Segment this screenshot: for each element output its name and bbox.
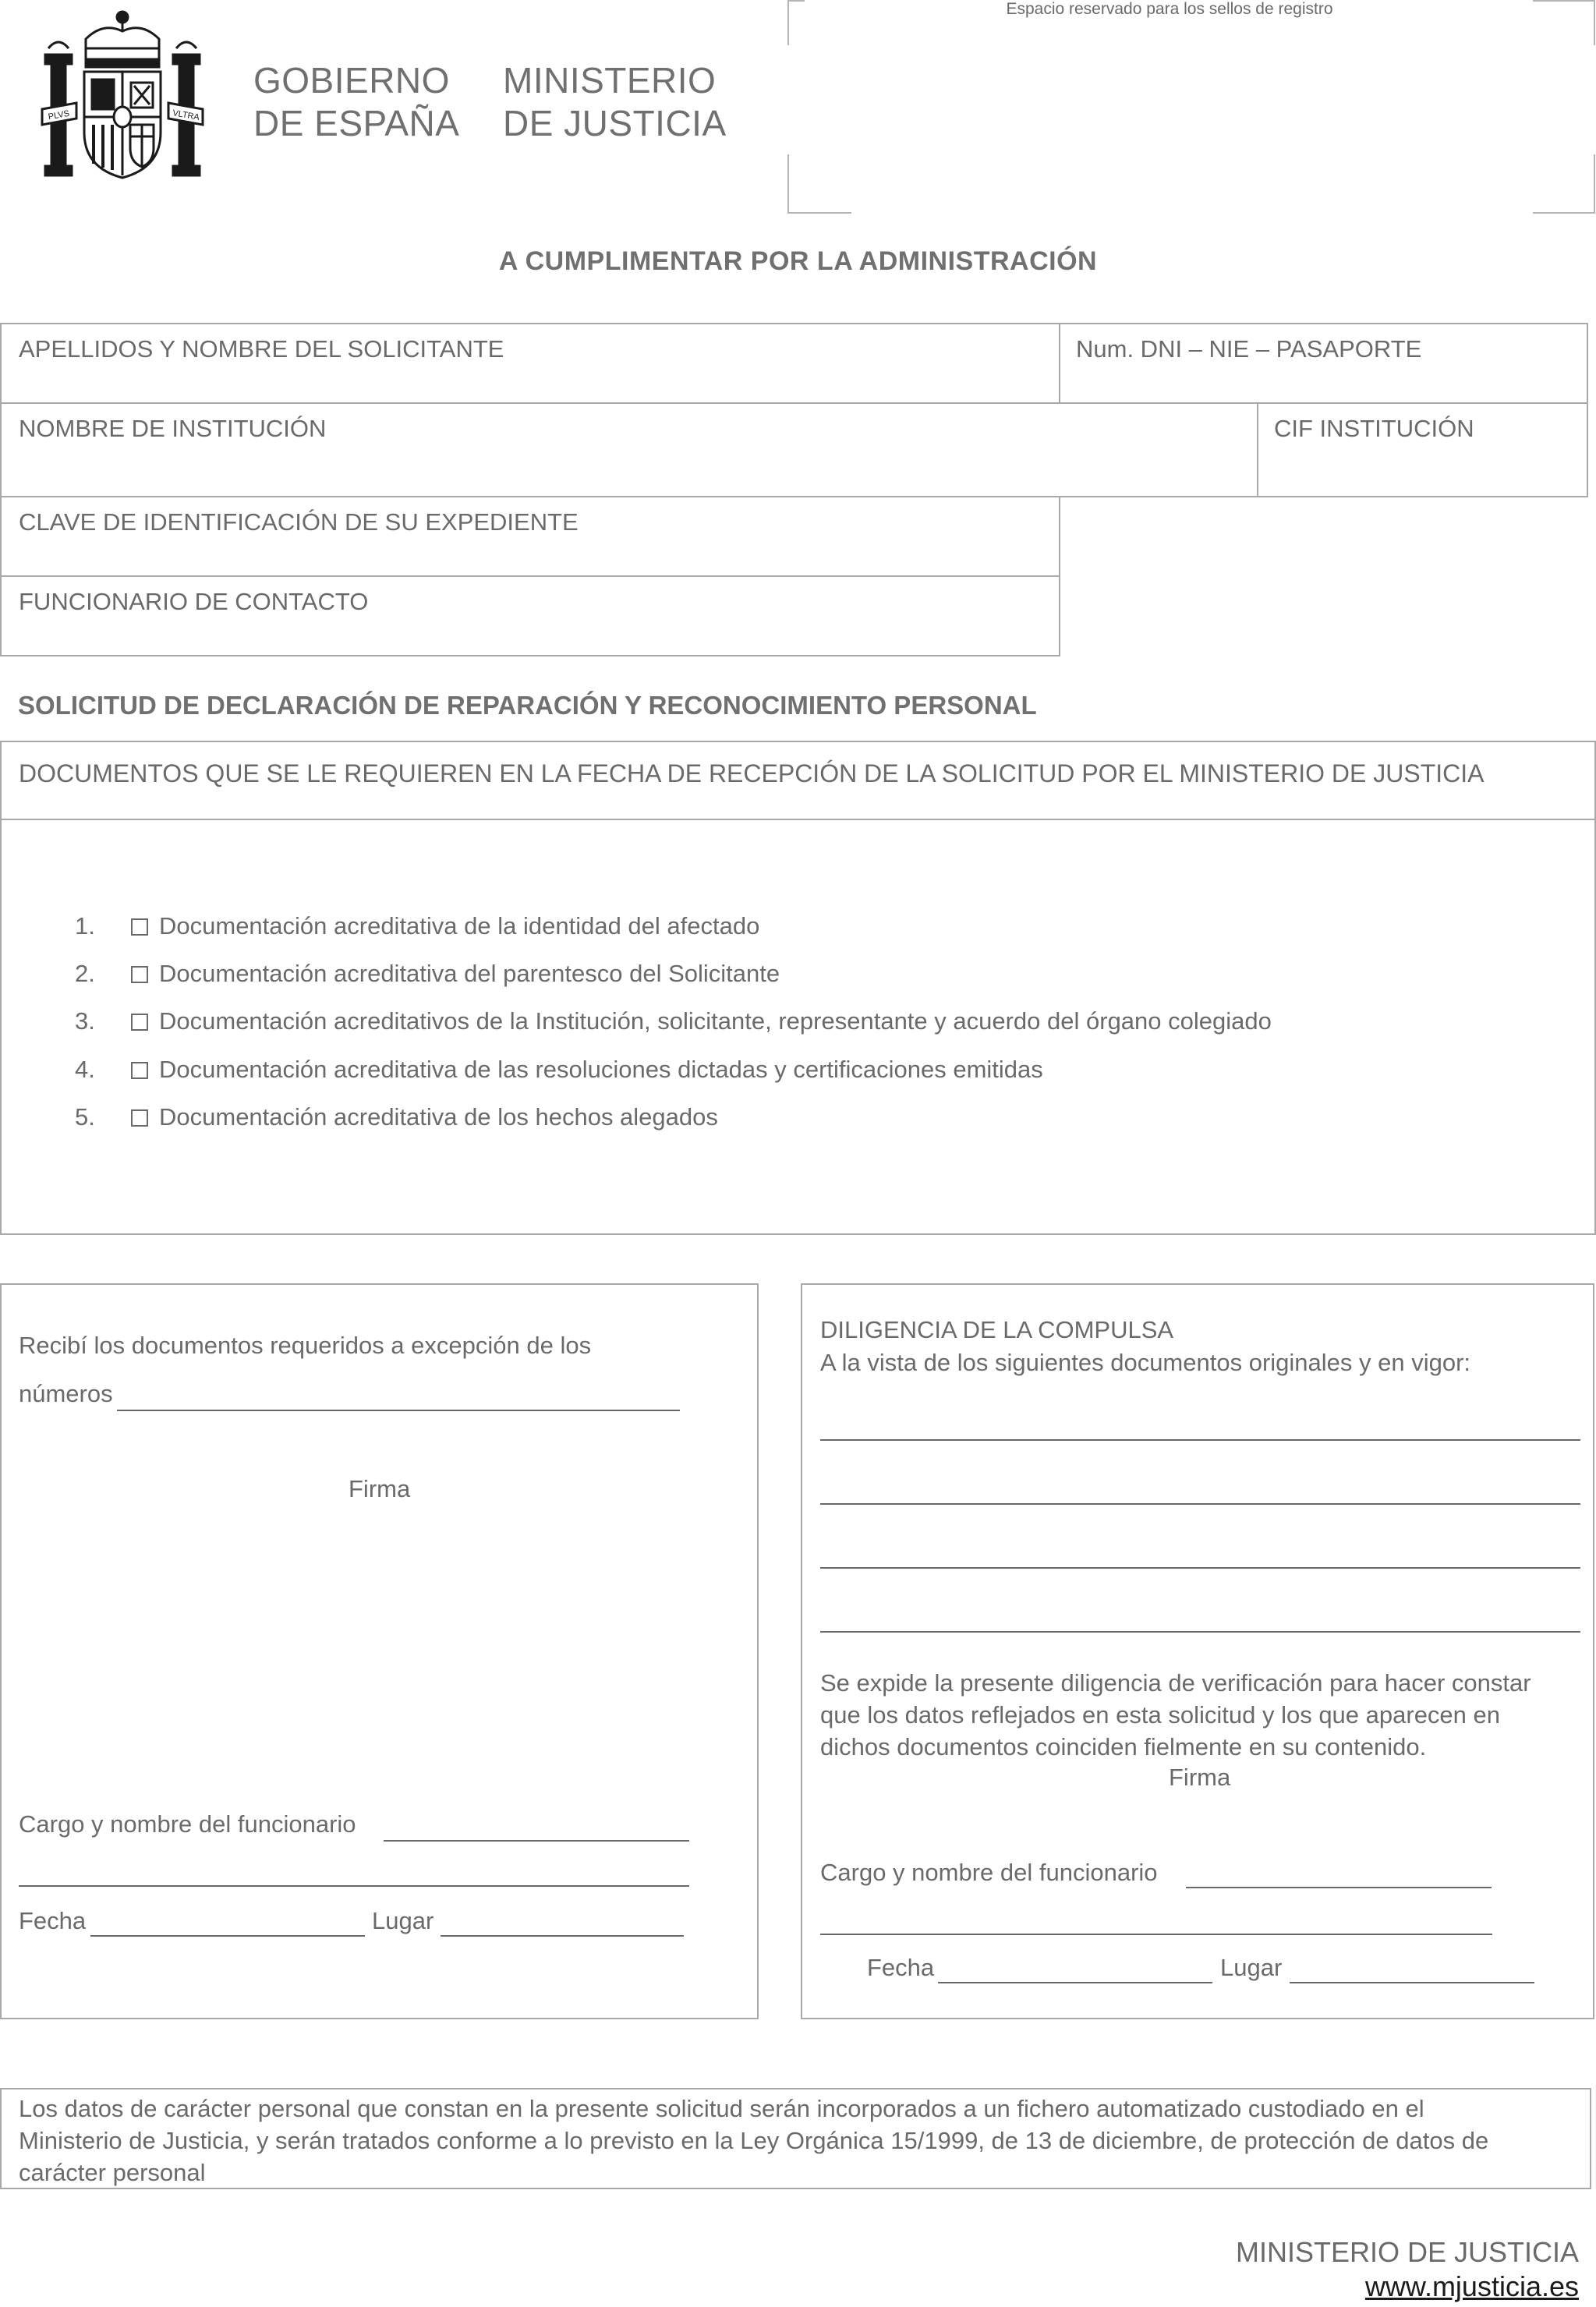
compulsa-signature-label: Firma: [1169, 1764, 1231, 1791]
id-number-label: Num. DNI – NIE – PASAPORTE: [1076, 335, 1422, 363]
compulsa-place-label: Lugar: [1220, 1954, 1283, 1981]
compulsa-official-line[interactable]: [1186, 1887, 1492, 1888]
compulsa-subtitle: A la vista de los siguientes documentos originales y en vigor:: [820, 1349, 1471, 1376]
institution-cif-field[interactable]: [1257, 402, 1588, 497]
documents-header-box: [0, 741, 1596, 820]
privacy-notice-line1: Los datos de carácter personal que constan en la presente solicitud serán incorporados a un fichero automatizado custodiado en el: [19, 2095, 1424, 2122]
compulsa-box: [801, 1283, 1594, 2019]
footer-ministry: MINISTERIO DE JUSTICIA: [1235, 2236, 1579, 2268]
document-item-checkbox[interactable]: [131, 1014, 148, 1031]
compulsa-official-line-2[interactable]: [820, 1934, 1492, 1935]
receipt-official-label: Cargo y nombre del funcionario: [19, 1810, 356, 1838]
file-key-field[interactable]: [0, 496, 1060, 577]
compulsa-date-line[interactable]: [938, 1982, 1212, 1983]
seal-banner-right: VLTRA: [172, 108, 200, 122]
institution-cif-label: CIF INSTITUCIÓN: [1274, 415, 1474, 442]
ministry-name-line2: DE JUSTICIA: [503, 103, 727, 143]
document-item-label: Documentación acreditativa de las resoluciones dictadas y certificaciones emitidas: [159, 1056, 1043, 1083]
applicant-name-label: APELLIDOS Y NOMBRE DEL SOLICITANTE: [19, 335, 504, 363]
document-item-label: Documentación acreditativa del parentesco del Solicitante: [159, 960, 780, 987]
request-title: SOLICITUD DE DECLARACIÓN DE REPARACIÓN Y RECONOCIMIENTO PERSONAL: [18, 691, 1037, 720]
government-name-line1: GOBIERNO: [253, 60, 450, 101]
privacy-notice-text: [19, 2093, 1488, 2188]
document-item-number: 4.: [75, 1056, 95, 1083]
coat-of-arms-logo: [41, 8, 204, 183]
compulsa-document-line-3[interactable]: [820, 1567, 1580, 1569]
receipt-box: [0, 1283, 759, 2019]
document-item-3: [75, 1007, 1272, 1035]
receipt-date-line[interactable]: [90, 1935, 365, 1937]
document-item-number: 5.: [75, 1103, 95, 1131]
document-item-number: 2.: [75, 960, 95, 987]
document-item-label: Documentación acreditativa de los hechos alegados: [159, 1103, 718, 1131]
compulsa-document-line-2[interactable]: [820, 1503, 1580, 1505]
receipt-place-line[interactable]: [441, 1935, 684, 1937]
document-item-number: 3.: [75, 1007, 95, 1035]
stamp-area-corner-bl: [787, 154, 851, 214]
compulsa-title: DILIGENCIA DE LA COMPULSA: [820, 1316, 1174, 1343]
receipt-signature-label: Firma: [349, 1475, 411, 1502]
receipt-date-label: Fecha: [19, 1907, 87, 1934]
government-name-line2: DE ESPAÑA: [253, 103, 460, 143]
stamp-area-corner-tr: [1533, 0, 1595, 45]
compulsa-document-line-4[interactable]: [820, 1631, 1580, 1633]
receipt-official-line[interactable]: [384, 1840, 689, 1842]
document-item-4: [75, 1056, 1043, 1084]
contact-official-label: FUNCIONARIO DE CONTACTO: [19, 588, 369, 615]
document-item-checkbox[interactable]: [131, 918, 148, 936]
compulsa-text-line2: que los datos reflejados en esta solicitud y los que aparecen en: [820, 1701, 1501, 1728]
document-item-checkbox[interactable]: [131, 1062, 148, 1079]
compulsa-text-line1: Se expide la presente diligencia de verificación para hacer constar: [820, 1669, 1531, 1697]
privacy-notice-box: [0, 2088, 1591, 2189]
document-item-1: [75, 912, 759, 940]
contact-official-field[interactable]: [0, 575, 1060, 656]
applicant-name-field[interactable]: [0, 323, 1060, 404]
privacy-notice-line2: Ministerio de Justicia, y serán tratados conforme a lo previsto en la Ley Orgánica 15/1999, de 13 de diciembre, de protección de datos de: [19, 2127, 1489, 2154]
document-item-5: [75, 1103, 718, 1131]
stamp-area-corner-tl: [787, 0, 805, 45]
institution-name-field[interactable]: [0, 402, 1258, 497]
compulsa-text-line3: dichos documentos coinciden fielmente en su contenido.: [820, 1733, 1427, 1760]
stamp-area-corner-br: [1533, 154, 1595, 214]
stamp-area-note: Espacio reservado para los sellos de registro: [1006, 0, 1333, 18]
receipt-place-label: Lugar: [372, 1907, 434, 1934]
id-number-field[interactable]: [1059, 323, 1588, 404]
institution-name-label: NOMBRE DE INSTITUCIÓN: [19, 415, 327, 442]
compulsa-place-line[interactable]: [1290, 1982, 1534, 1983]
receipt-line1: Recibí los documentos requeridos a excepción de los: [19, 1332, 592, 1359]
ministry-name-line1: MINISTERIO: [503, 60, 717, 101]
ministry-name: [503, 59, 727, 145]
document-item-label: Documentación acreditativa de la identidad del afectado: [159, 912, 760, 939]
document-item-checkbox[interactable]: [131, 966, 148, 983]
file-key-label: CLAVE DE IDENTIFICACIÓN DE SU EXPEDIENTE: [19, 508, 579, 536]
seal-banner-left: PLVS: [47, 108, 70, 122]
document-item-number: 1.: [75, 912, 95, 939]
compulsa-document-line-1[interactable]: [820, 1439, 1580, 1441]
receipt-official-line-2[interactable]: [19, 1885, 689, 1887]
compulsa-official-label: Cargo y nombre del funcionario: [820, 1859, 1158, 1886]
compulsa-text: [820, 1667, 1531, 1763]
compulsa-date-label: Fecha: [867, 1954, 935, 1981]
document-item-checkbox[interactable]: [131, 1109, 148, 1127]
government-name: [253, 59, 459, 145]
receipt-line2: números: [19, 1380, 113, 1407]
documents-header-label: DOCUMENTOS QUE SE LE REQUIEREN EN LA FECHA DE RECEPCIÓN DE LA SOLICITUD POR EL MINISTERIO DE JUSTICIA: [19, 759, 1485, 787]
footer-website-link[interactable]: www.mjusticia.es: [1364, 2270, 1579, 2302]
document-item-2: [75, 960, 780, 988]
receipt-numbers-line[interactable]: [117, 1410, 680, 1411]
documents-list-box: [0, 819, 1596, 1235]
document-item-label: Documentación acreditativos de la Institución, solicitante, representante y acuerdo del órgano colegiado: [159, 1007, 1272, 1035]
admin-section-title: A CUMPLIMENTAR POR LA ADMINISTRACIÓN: [498, 246, 1098, 276]
privacy-notice-line3: carácter personal: [19, 2159, 206, 2186]
